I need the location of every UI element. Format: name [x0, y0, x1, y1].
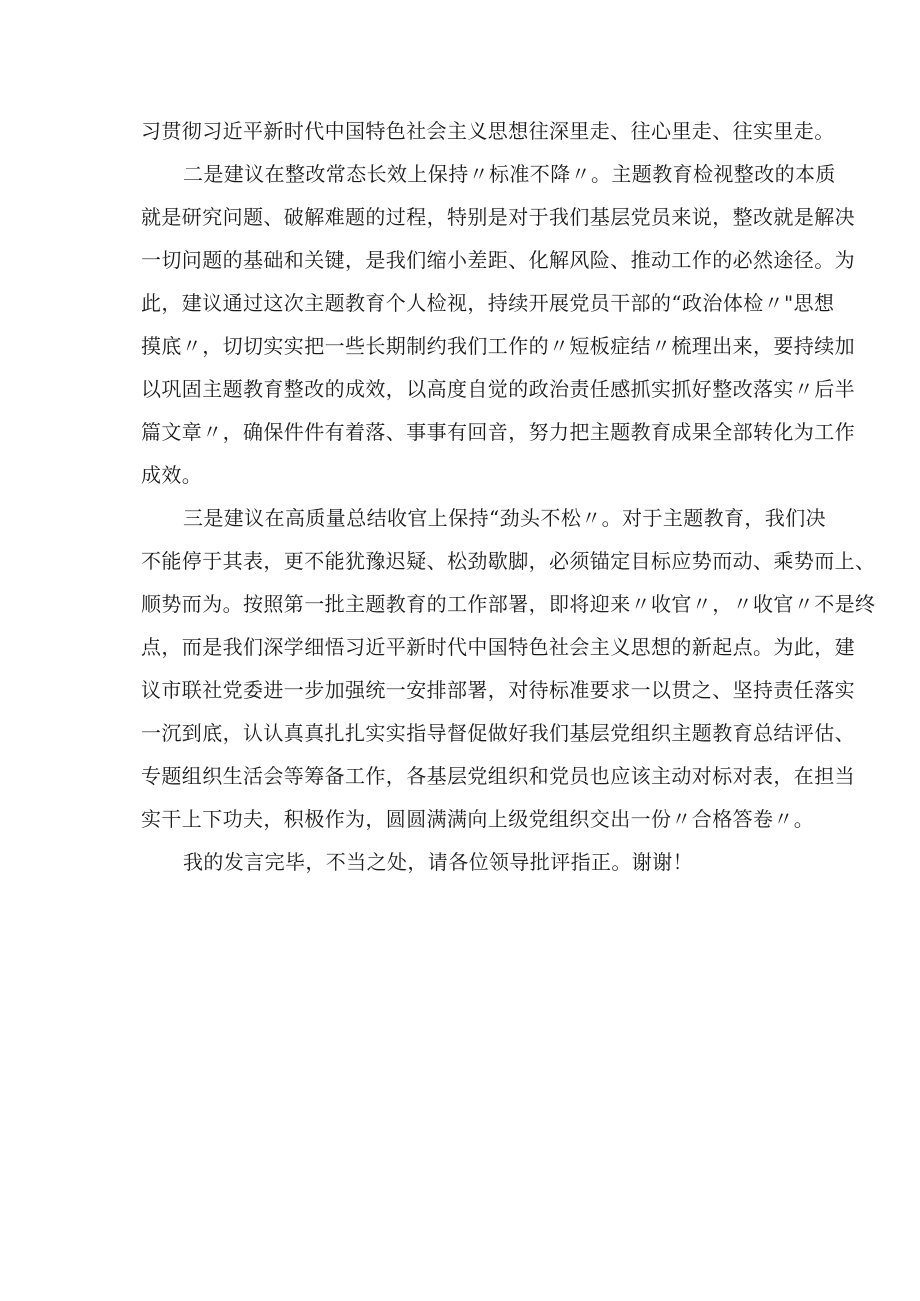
paragraph-summary: [141, 497, 876, 841]
text-line: 成效。: [141, 463, 203, 487]
document-body: [141, 110, 876, 884]
text-line: 不能停于其表，更不能犹豫迟疑、松劲歇脚，必须锚定目标应势而动、乘势而上、: [141, 549, 876, 573]
text-line: 一沉到底，认认真真扎扎实实指导督促做好我们基层党组织主题教育总结评估、: [141, 721, 855, 745]
text-line: 议市联社党委进一步加强统一安排部署，对待标准要求一以贯之、坚持责任落实: [141, 678, 855, 702]
paragraph-rectification: [141, 153, 855, 497]
text-line: 顺势而为。按照第一批主题教育的工作部署，即将迎来〃收官〃，〃收官〃不是终: [141, 592, 876, 616]
text-line: 实干上下功夫，积极作为，圆圆满满向上级党组织交出一份〃合格答卷〃。: [141, 807, 815, 831]
text-line: 习贯彻习近平新时代中国特色社会主义思想往深里走、往心里走、往实里走。: [141, 119, 835, 143]
paragraph-continuation: [141, 110, 835, 153]
paragraph-closing: [141, 841, 801, 884]
text-line: 就是研究问题、破解难题的过程，特别是对于我们基层党员来说，整改就是解决: [141, 205, 855, 229]
text-line: 点，而是我们深学细悟习近平新时代中国特色社会主义思想的新起点。为此，建: [141, 635, 855, 659]
text-line: 专题组织生活会等筹备工作，各基层党组织和党员也应该主动对标对表，在担当: [141, 764, 855, 788]
text-line: 以巩固主题教育整改的成效，以高度自觉的政治责任感抓实抓好整改落实〃后半: [141, 377, 855, 401]
text-line: 篇文章〃，确保件件有着落、事事有回音，努力把主题教育成果全部转化为工作: [141, 420, 855, 444]
text-line: 二是建议在整改常态长效上保持〃标准不降〃。主题教育检视整改的本质: [183, 162, 836, 186]
text-line: 此，建议通过这次主题教育个人检视，持续开展党员干部的“政治体检〃"思想: [141, 291, 835, 315]
text-line: 一切问题的基础和关键，是我们缩小差距、化解风险、推动工作的必然途径。为: [141, 248, 855, 272]
text-line: 三是建议在高质量总结收官上保持“劲头不松〃。对于主题教育，我们决: [183, 506, 827, 530]
closing-line: 我的发言完毕，不当之处，请各位领导批评指正。谢谢！: [183, 850, 693, 874]
text-line: 摸底〃，切切实实把一些长期制约我们工作的〃短板症结〃梳理出来，要持续加: [141, 334, 855, 358]
